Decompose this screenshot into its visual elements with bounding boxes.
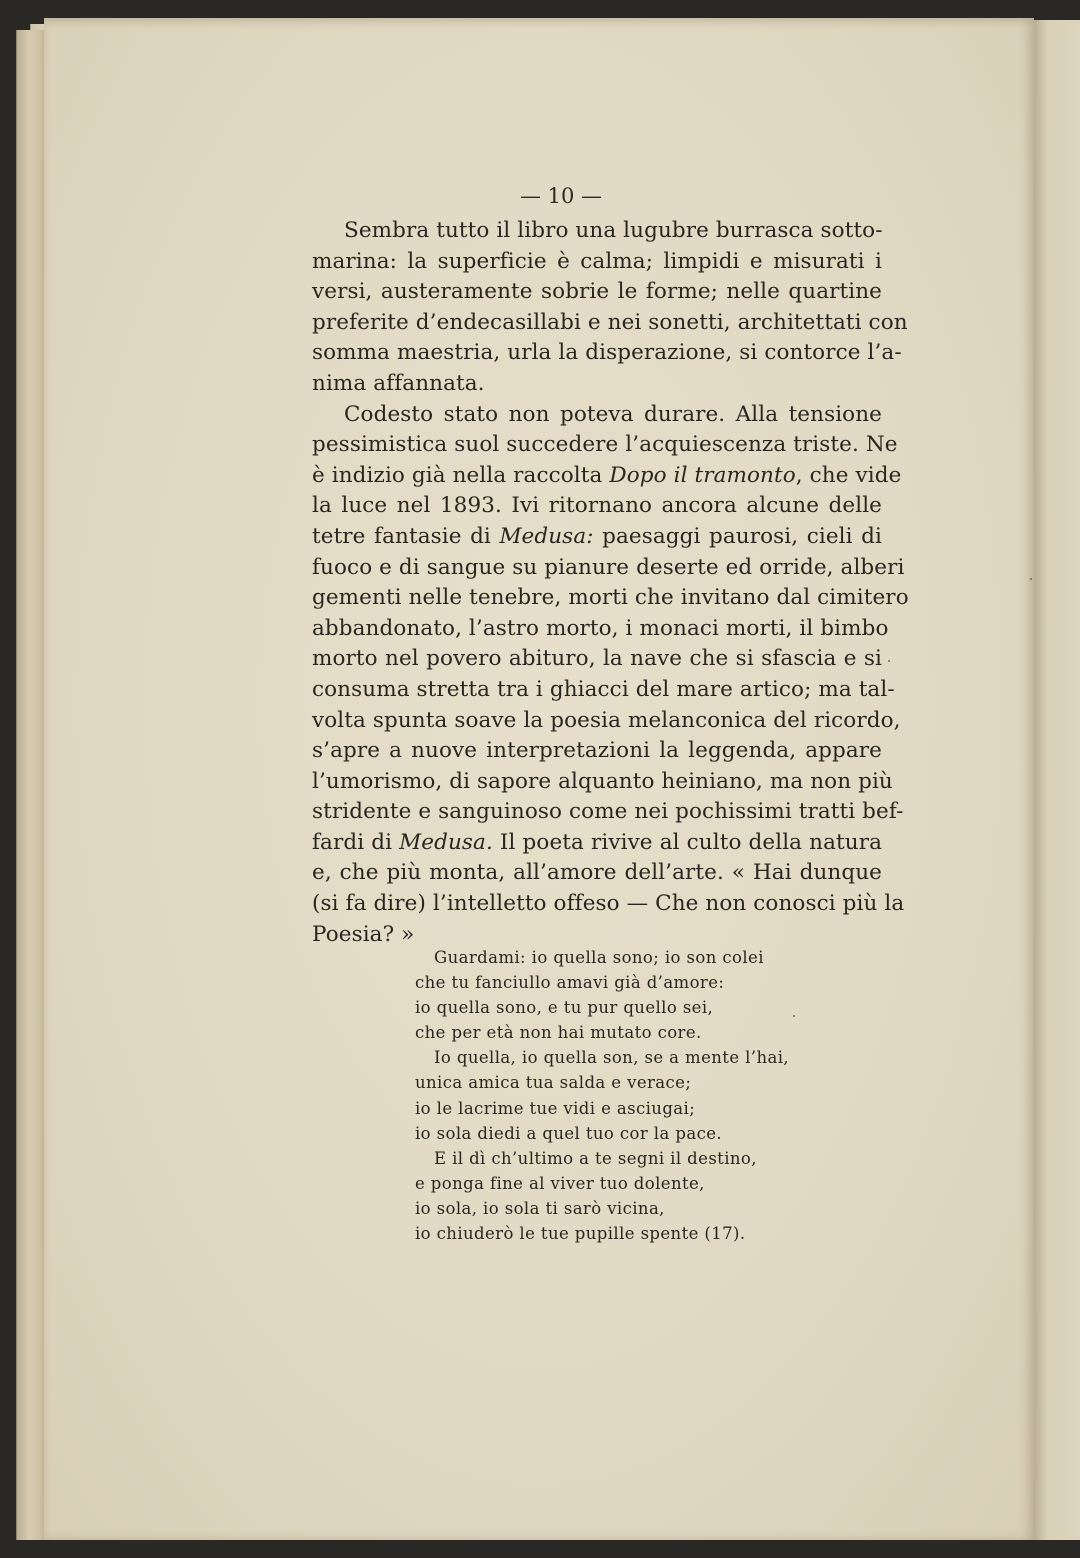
prose-text: la luce nel 1893. Ivi ritornano ancora alcune delle	[312, 493, 882, 519]
prose-text: Sembra tutto il libro una lugubre burrasca sotto-	[344, 218, 883, 243]
paper-speck	[888, 660, 890, 662]
poem-verse: io sola diedi a quel tuo cor la pace.	[415, 1123, 723, 1143]
prose-text: versi, austeramente sobrie le forme; nelle quartine	[312, 279, 882, 305]
prose-line	[312, 400, 882, 431]
prose-text: e, che più monta, all’amore dell’arte. « Hai dunque	[312, 860, 882, 886]
poem-verse: Guardami: io quella sono; io son colei	[434, 948, 764, 967]
poem-quotation	[415, 945, 815, 1246]
prose-text: marina: la superficie è calma; limpidi e misurati i	[312, 248, 882, 274]
poem-verse: unica amica tua salda e verace;	[415, 1073, 692, 1093]
facing-page-edge	[1034, 20, 1080, 1540]
prose-text: stridente e sanguinoso come nei pochissimi tratti bef-	[312, 799, 904, 825]
prose-line	[312, 614, 889, 645]
prose-text: gementi nelle tenebre, morti che invitano dal cimitero	[312, 585, 909, 611]
prose-text: (si fa dire) l’intelletto offeso — Che non conosci più la	[312, 891, 905, 917]
prose-line	[312, 583, 909, 614]
poem-verse: io le lacrime tue vidi e asciugai;	[415, 1098, 696, 1118]
prose-line	[312, 277, 882, 308]
prose-line	[312, 858, 882, 889]
prose-line	[312, 828, 882, 859]
poem-verse: E il dì ch’ultimo a te segni il destino,	[434, 1148, 757, 1168]
prose-line	[312, 369, 882, 400]
poem-verse: io chiuderò le tue pupille spente (17).	[415, 1224, 746, 1244]
prose-line	[312, 553, 905, 584]
poem-verse: e ponga fine al viver tuo dolente,	[415, 1173, 705, 1193]
prose-line	[312, 767, 893, 798]
prose-line	[312, 461, 902, 492]
italic-title: Medusa.	[399, 829, 493, 855]
paper-speck	[793, 1015, 795, 1017]
paper-speck	[1030, 578, 1032, 580]
prose-line	[312, 338, 902, 369]
poem-verse: che per età non hai mutato core.	[415, 1023, 702, 1043]
prose-line	[312, 522, 882, 553]
poem-verse: io sola, io sola ti sarò vicina,	[415, 1198, 665, 1218]
prose-text: volta spunta soave la poesia melanconica del ricordo,	[312, 707, 901, 733]
prose-text: paesaggi paurosi, cieli di	[593, 523, 882, 549]
prose-line	[312, 889, 905, 920]
prose-text: s’apre a nuove interpretazioni la leggenda, appare	[312, 738, 882, 764]
prose-text: Codesto stato non poteva durare. Alla tensione	[344, 401, 882, 427]
prose-line	[312, 308, 908, 339]
prose-text: pessimistica suol succedere l’acquiescenza triste. Ne	[312, 432, 898, 458]
prose-text: Poesia? »	[312, 921, 415, 947]
poem-verse: io quella sono, e tu pur quello sei,	[415, 998, 714, 1018]
poem-verse: che tu fanciullo amavi già d’amore:	[415, 973, 725, 993]
prose-text: tetre fantasie di	[312, 523, 500, 549]
prose-text: fardi di	[312, 829, 400, 855]
prose-line	[312, 797, 904, 828]
italic-title: Medusa:	[499, 523, 594, 549]
prose-text: somma maestria, urla la disperazione, si contorce l’a-	[312, 340, 902, 366]
prose-text: preferite d’endecasillabi e nei sonetti, architettati con	[312, 309, 908, 335]
prose-text: nima affannata.	[312, 370, 485, 396]
page-number: — 10 —	[519, 184, 603, 208]
prose-text: fuoco e di sangue su pianure deserte ed orride, alberi	[312, 554, 905, 580]
poem-verse: Io quella, io quella son, se a mente l’hai,	[434, 1048, 790, 1068]
prose-text: abbandonato, l’astro morto, i monaci morti, il bimbo	[312, 615, 889, 641]
prose-line	[312, 736, 882, 767]
prose-text: , che vide	[795, 462, 902, 488]
prose-line	[312, 247, 882, 278]
prose-text: è indizio già nella raccolta	[312, 462, 610, 488]
prose-line	[312, 706, 901, 737]
prose-body	[312, 216, 909, 950]
prose-text: l’umorismo, di sapore alquanto heiniano, ma non più	[312, 768, 893, 794]
page-stack-edge-outer	[16, 30, 47, 1540]
prose-line	[312, 675, 895, 706]
prose-text: Il poeta rivive al culto della natura	[492, 829, 882, 855]
italic-title: Dopo il tramonto	[609, 462, 796, 488]
prose-text: consuma stretta tra i ghiacci del mare artico; ma tal-	[312, 676, 895, 702]
prose-line	[312, 491, 882, 522]
prose-line	[312, 644, 882, 675]
prose-line	[312, 216, 882, 247]
prose-text: morto nel povero abituro, la nave che si sfascia e si	[312, 646, 882, 672]
prose-line	[312, 430, 898, 461]
